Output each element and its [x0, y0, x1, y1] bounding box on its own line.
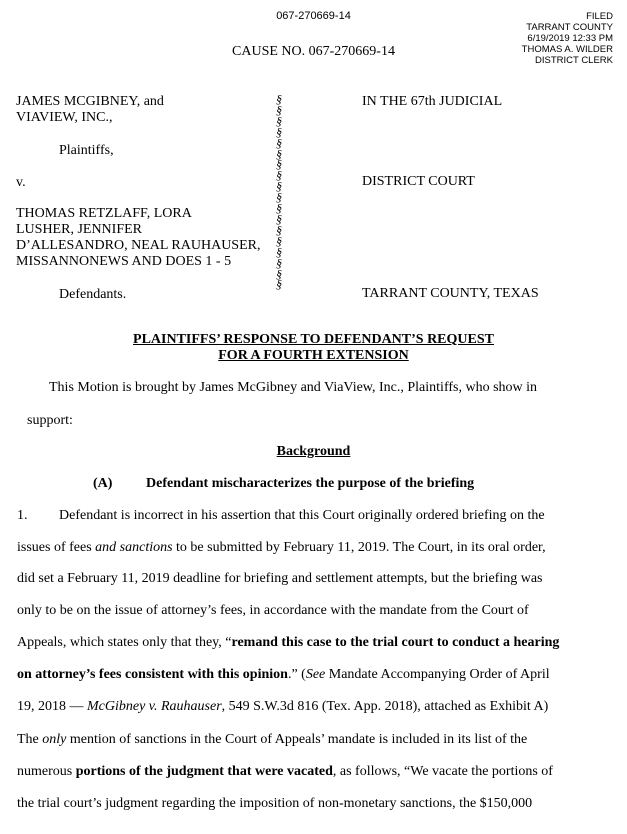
paragraph-line [17, 635, 559, 651]
text-run-italic: See [305, 667, 326, 682]
text-run: to be submitted by February 11, 2019. The Court, in its oral order, [172, 540, 546, 555]
section-symbol: § [276, 255, 282, 270]
section-symbol: § [276, 168, 282, 183]
court-line-1: IN THE 67th JUDICIAL [362, 94, 503, 109]
text-run-italic: McGibney v. Rauhauser [87, 699, 222, 714]
paragraph-line [17, 540, 546, 556]
section-symbol: § [276, 266, 282, 281]
section-symbol: § [276, 233, 282, 248]
text-run: , 549 S.W.3d 816 (Tex. App. 2018), attached as Exhibit A) [221, 699, 549, 714]
intro-line-1: This Motion is brought by James McGibney and ViaView, Inc., Plaintiffs, who show in [49, 380, 538, 395]
section-symbol: § [276, 277, 282, 292]
text-run: Mandate Accompanying Order of April [325, 667, 550, 682]
text-run: 19, 2018 — [17, 699, 87, 714]
court-line-2: DISTRICT COURT [362, 174, 475, 189]
document-title [0, 332, 627, 364]
text-run-bold: portions of the judgment that were vacated [75, 764, 333, 779]
filed-stamp-line: FILED [586, 11, 613, 22]
text-run: The [17, 732, 43, 747]
text-run-bold: remand this case to the trial court to conduct a hearing [231, 635, 560, 650]
text-run: , as follows, “We vacate the portions of [332, 764, 553, 779]
text-run: numerous [17, 764, 76, 779]
text-run: .” ( [287, 667, 306, 682]
subsection-label: (A) [93, 476, 113, 491]
defendants-label: Defendants. [59, 287, 127, 302]
paragraph-line [17, 667, 550, 683]
intro-line-2: support: [27, 413, 73, 428]
filed-stamp-line: TARRANT COUNTY [526, 22, 613, 33]
section-symbol: § [276, 201, 282, 216]
header-case-number: 067-270669-14 [276, 10, 351, 22]
paragraph-line [17, 732, 527, 748]
section-symbol: § [276, 124, 282, 139]
title-line-1: PLAINTIFFS’ RESPONSE TO DEFENDANT’S REQUEST [133, 332, 494, 347]
paragraph-line: only to be on the issue of attorney’s fees, in accordance with the mandate from the Court of [17, 603, 529, 618]
defendants-name-line-2: LUSHER, JENNIFER [16, 222, 143, 237]
paragraph-line [17, 764, 553, 780]
defendants-name-line-4: MISSANNONEWS AND DOES 1 - 5 [16, 254, 232, 269]
section-symbol: § [276, 244, 282, 259]
paragraph-line: Defendant is incorrect in his assertion that this Court originally ordered briefing on the [59, 508, 545, 523]
section-symbol: § [276, 113, 282, 128]
text-run-italic: only [42, 732, 67, 747]
defendants-name-line-1: THOMAS RETZLAFF, LORA [16, 206, 192, 221]
text-run-italic: and sanctions [95, 540, 173, 555]
section-symbol: § [276, 92, 282, 106]
filed-stamp-line: THOMAS A. WILDER [521, 44, 613, 55]
paragraph-line: did set a February 11, 2019 deadline for briefing and settlement attempts, but the briefing was [17, 571, 543, 586]
section-symbol: § [276, 102, 282, 117]
section-heading-background: Background [276, 444, 351, 459]
plaintiffs-name-line-2: VIAVIEW, INC., [16, 110, 113, 125]
section-symbol: § [276, 135, 282, 150]
cause-number: CAUSE NO. 067-270669-14 [232, 44, 395, 59]
text-run-bold: on attorney’s fees consistent with this opinion [17, 667, 288, 682]
paragraph-line: the trial court’s judgment regarding the imposition of non-monetary sanctions, the $150,000 [17, 796, 533, 811]
text-run: Appeals, which states only that they, “ [17, 635, 232, 650]
filed-stamp-line: DISTRICT CLERK [535, 55, 613, 66]
section-symbol: § [276, 146, 282, 161]
text-run: mention of sanctions in the Court of Appeals’ mandate is included in its list of the [66, 732, 528, 747]
section-symbol: § [276, 211, 282, 226]
versus: v. [16, 175, 26, 190]
filed-stamp-line: 6/19/2019 12:33 PM [527, 33, 613, 44]
section-symbol: § [276, 157, 282, 172]
subsection-heading: Defendant mischaracterizes the purpose of the briefing [146, 476, 475, 491]
plaintiffs-name-line-1: JAMES MCGIBNEY, and [16, 94, 164, 109]
defendants-name-line-3: D’ALLESANDRO, NEAL RAUHAUSER, [16, 238, 261, 253]
section-symbol-column [272, 94, 286, 290]
plaintiffs-label: Plaintiffs, [59, 143, 114, 158]
title-line-2: FOR A FOURTH EXTENSION [218, 348, 409, 363]
section-symbol: § [276, 179, 282, 194]
section-symbol: § [276, 190, 282, 205]
court-line-3: TARRANT COUNTY, TEXAS [362, 286, 539, 301]
paragraph-number: 1. [17, 508, 28, 523]
paragraph-line [17, 699, 548, 715]
section-symbol: § [276, 222, 282, 237]
text-run: issues of fees [17, 540, 96, 555]
